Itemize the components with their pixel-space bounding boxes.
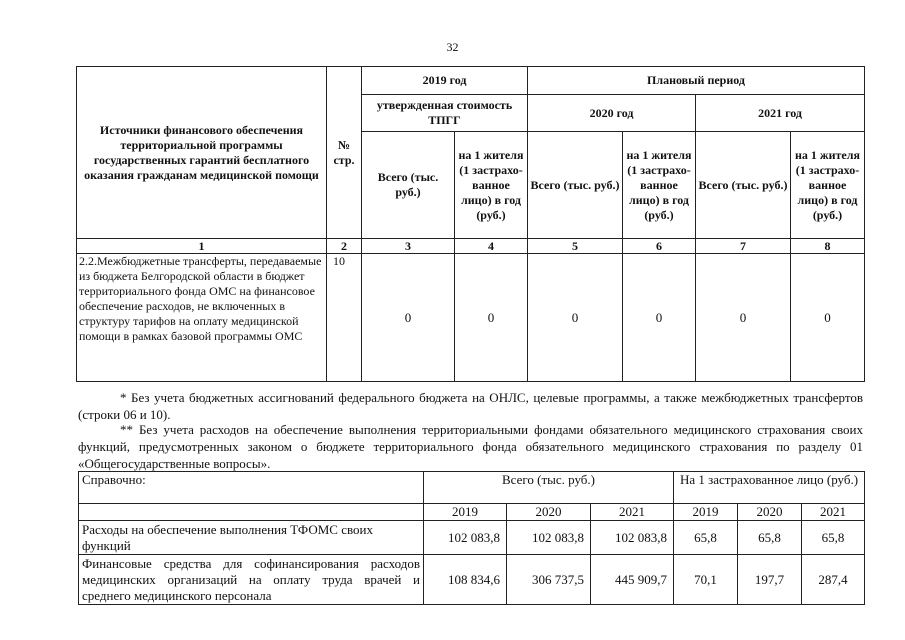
header-approved-cost: утвержденная стоимость ТПГГ — [362, 95, 528, 132]
row-source-label: 2.2.Межбюджетные трансферты, передаваемые из бюджета Белгородской области в бюджет территориального фонда ОМС на финансовое обеспечение расходов, не включенных в структуру тарифов на оплату медицинской помощи в рамках базовой программы ОМС — [77, 254, 327, 382]
header-year-2021: 2021 год — [696, 95, 865, 132]
header-total-2020: Всего (тыс. руб.) — [528, 132, 623, 239]
value-cell: 102 083,8 — [507, 521, 591, 555]
value-per-insured-2021: 0 — [791, 254, 865, 382]
value-cell: 65,8 — [674, 521, 738, 555]
year-header: 2021 — [802, 504, 865, 521]
col-number: 7 — [696, 239, 791, 254]
value-total-2019: 0 — [362, 254, 455, 382]
header-total-2021: Всего (тыс. руб.) — [696, 132, 791, 239]
header-per-insured-2019: на 1 жителя (1 застрахо- ванное лицо) в год (руб.) — [455, 132, 528, 239]
table-row — [79, 521, 865, 555]
header-total-2019: Всего (тыс. руб.) — [362, 132, 455, 239]
col-number: 2 — [327, 239, 362, 254]
value-cell: 65,8 — [802, 521, 865, 555]
financing-sources-table — [76, 66, 865, 382]
col-number: 6 — [623, 239, 696, 254]
value-cell: 102 083,8 — [591, 521, 674, 555]
row-label-cofinancing: Финансовые средства для софинансирования расходов медицинских организаций на оплату труда врачей и среднего медицинского персонала — [79, 555, 424, 605]
value-per-insured-2020: 0 — [623, 254, 696, 382]
header-row-number: № стр. — [327, 67, 362, 239]
year-header: 2021 — [591, 504, 674, 521]
value-total-2021: 0 — [696, 254, 791, 382]
value-cell: 306 737,5 — [507, 555, 591, 605]
header-year-2020: 2020 год — [528, 95, 696, 132]
year-header: 2019 — [674, 504, 738, 521]
year-header: 2020 — [738, 504, 802, 521]
header-year-2019: 2019 год — [362, 67, 528, 95]
value-cell: 197,7 — [738, 555, 802, 605]
col-number: 1 — [77, 239, 327, 254]
value-per-insured-2019: 0 — [455, 254, 528, 382]
footnote-2: ** Без учета расходов на обеспечение выполнения территориальными фондами обязательного медицинского страхования своих функций, предусмотренных законом о бюджете территориального фонда обязательного медицинского страхования по разделу 01 «Общегосударственные вопросы». — [78, 422, 863, 471]
value-cell: 102 083,8 — [424, 521, 507, 555]
col-number: 3 — [362, 239, 455, 254]
value-total-2020: 0 — [528, 254, 623, 382]
empty-cell — [79, 504, 424, 521]
col-number: 8 — [791, 239, 865, 254]
year-header: 2019 — [424, 504, 507, 521]
footnote-1: * Без учета бюджетных ассигнований федерального бюджета на ОНЛС, целевые программы, а также межбюджетных трансфертов (строки 06 и 10). — [78, 390, 863, 422]
header-sources: Источники финансового обеспечения территориальной программы государственных гарантий бесплатного оказания гражданам медицинской помощи — [77, 67, 327, 239]
value-cell: 108 834,6 — [424, 555, 507, 605]
reference-label: Справочно: — [79, 472, 424, 504]
header-per-insured-2021: на 1 жителя (1 застрахо- ванное лицо) в год (руб.) — [791, 132, 865, 239]
value-cell: 65,8 — [738, 521, 802, 555]
header-per-insured-2020: на 1 жителя (1 застрахо- ванное лицо) в год (руб.) — [623, 132, 696, 239]
col-number: 5 — [528, 239, 623, 254]
value-cell: 70,1 — [674, 555, 738, 605]
col-number: 4 — [455, 239, 528, 254]
reference-table — [78, 471, 865, 605]
header-planning-period: Плановый период — [528, 67, 865, 95]
header-per-insured-rub: На 1 застрахованное лицо (руб.) — [674, 472, 865, 504]
page-number: 32 — [446, 40, 459, 54]
year-header: 2020 — [507, 504, 591, 521]
table-row — [79, 555, 865, 605]
value-cell: 445 909,7 — [591, 555, 674, 605]
row-label-tfoms-expenses: Расходы на обеспечение выполнения ТФОМС своих функций — [79, 521, 424, 555]
row-number: 10 — [327, 254, 362, 382]
header-total-thousand-rub: Всего (тыс. руб.) — [424, 472, 674, 504]
value-cell: 287,4 — [802, 555, 865, 605]
table-row — [77, 254, 865, 382]
